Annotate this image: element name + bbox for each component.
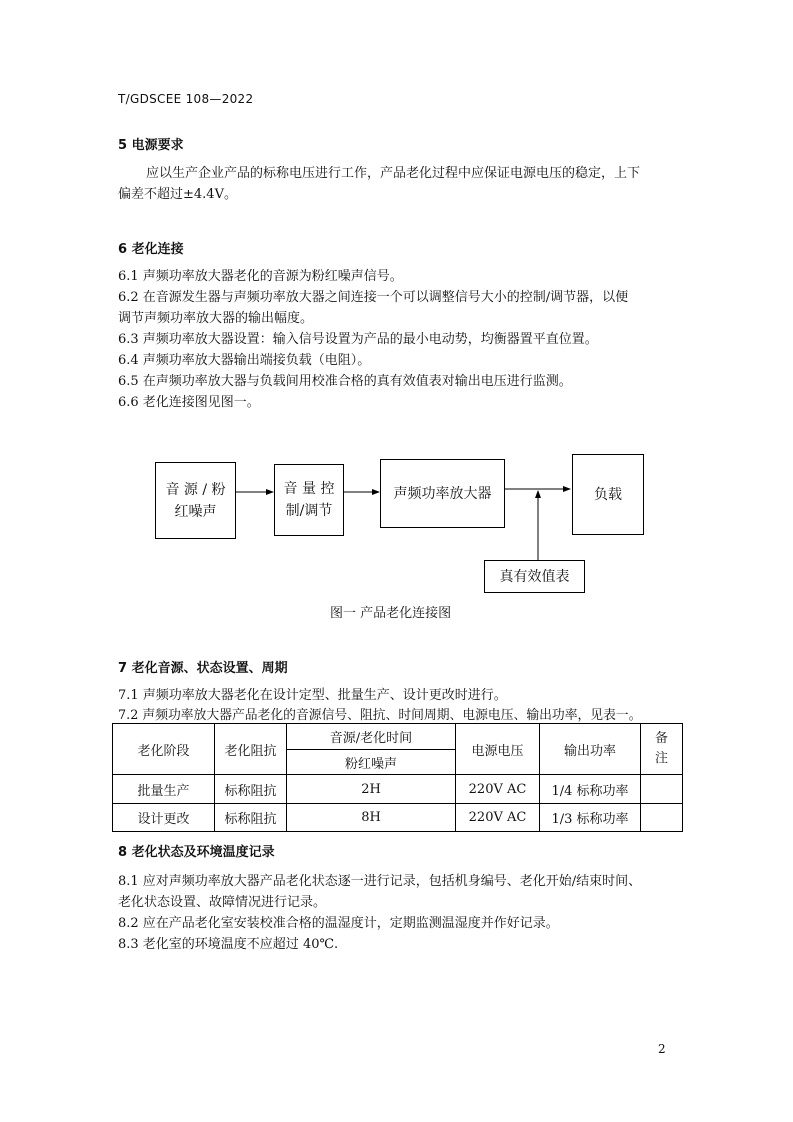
figure-caption: 图一 产品老化连接图 [330, 606, 452, 621]
section-6-heading: 6 老化连接 [118, 242, 184, 257]
clause-7-1: 7.1 声频功率放大器老化在设计定型、批量生产、设计更改时进行。 [118, 688, 507, 703]
table-row [113, 804, 683, 832]
cell-voltage: 220V AC [456, 804, 540, 832]
table-row [113, 775, 683, 804]
rms-meter-label: 真有效值表 [499, 568, 570, 585]
clause-6-3: 6.3 声频功率放大器设置：输入信号设置为产品的最小电动势，均衡器置平直位置。 [118, 332, 598, 347]
aging-parameters-table [112, 723, 683, 832]
clause-6-5: 6.5 在声频功率放大器与负载间用校准合格的真有效值表对输出电压进行监测。 [118, 374, 572, 389]
clause-8-1-line2: 老化状态设置、故障情况进行记录。 [118, 895, 327, 910]
header-remarks-line1: 备 [654, 731, 668, 746]
cell-time: 8H [287, 804, 456, 832]
cell-remarks [641, 804, 683, 832]
header-voltage: 电源电压 [456, 724, 540, 775]
header-stage: 老化阶段 [113, 724, 215, 775]
table-header-row [113, 724, 683, 750]
section-5-paragraph-line1: 应以生产企业产品的标称电压进行工作，产品老化过程中应保证电源电压的稳定，上下 [146, 166, 641, 181]
cell-power: 1/3 标称功率 [540, 804, 641, 832]
clause-6-2-line1: 6.2 在音源发生器与声频功率放大器之间连接一个可以调整信号大小的控制/调节器，以便 [118, 290, 629, 305]
clause-8-1-line1: 8.1 应对声频功率放大器产品老化状态逐一进行记录，包括机身编号、老化开始/结束时间、 [118, 874, 642, 889]
clause-6-2-line2: 调节声频功率放大器的输出幅度。 [118, 311, 314, 326]
cell-time: 2H [287, 775, 456, 804]
load-label: 负载 [594, 486, 622, 503]
cell-stage: 批量生产 [113, 775, 215, 804]
clause-8-2: 8.2 应在产品老化室安装校准合格的温湿度计，定期监测温湿度并作好记录。 [118, 916, 559, 931]
section-8-heading: 8 老化状态及环境温度记录 [118, 845, 275, 860]
header-remarks [641, 724, 683, 775]
clause-6-4: 6.4 声频功率放大器输出端接负载（电阻）。 [118, 353, 371, 368]
header-pink-noise: 粉红噪声 [287, 750, 456, 775]
section-5-heading: 5 电源要求 [118, 138, 184, 153]
cell-voltage: 220V AC [456, 775, 540, 804]
amplifier-label: 声频功率放大器 [393, 485, 492, 502]
volume-control-label-line1: 音 量 控 [283, 481, 335, 497]
clause-8-3: 8.3 老化室的环境温度不应超过 40℃. [118, 937, 339, 952]
standard-code: T/GDSCEE 108—2022 [118, 92, 254, 106]
header-power: 输出功率 [540, 724, 641, 775]
audio-source-label-line2: 红噪声 [174, 503, 217, 520]
cell-stage: 设计更改 [113, 804, 215, 832]
cell-impedance: 标称阻抗 [215, 804, 287, 832]
audio-source-label-line1: 音 源 / 粉 [165, 481, 226, 498]
cell-impedance: 标称阻抗 [215, 775, 287, 804]
clause-6-6: 6.6 老化连接图见图一。 [118, 395, 260, 410]
header-impedance: 老化阻抗 [215, 724, 287, 775]
clause-6-1: 6.1 声频功率放大器老化的音源为粉红噪声信号。 [118, 269, 403, 284]
section-5-paragraph-line2: 偏差不超过±4.4V。 [118, 187, 237, 202]
header-source-time: 音源/老化时间 [287, 724, 456, 750]
cell-remarks [641, 775, 683, 804]
section-7-heading: 7 老化音源、状态设置、周期 [118, 661, 288, 676]
cell-power: 1/4 标称功率 [540, 775, 641, 804]
volume-control-label-line2: 制/调节 [285, 503, 333, 519]
clause-7-2: 7.2 声频功率放大器产品老化的音源信号、阻抗、时间周期、电源电压、输出功率，见表一。 [118, 708, 642, 723]
page-number: 2 [658, 1042, 666, 1056]
header-remarks-line2: 注 [654, 751, 668, 766]
